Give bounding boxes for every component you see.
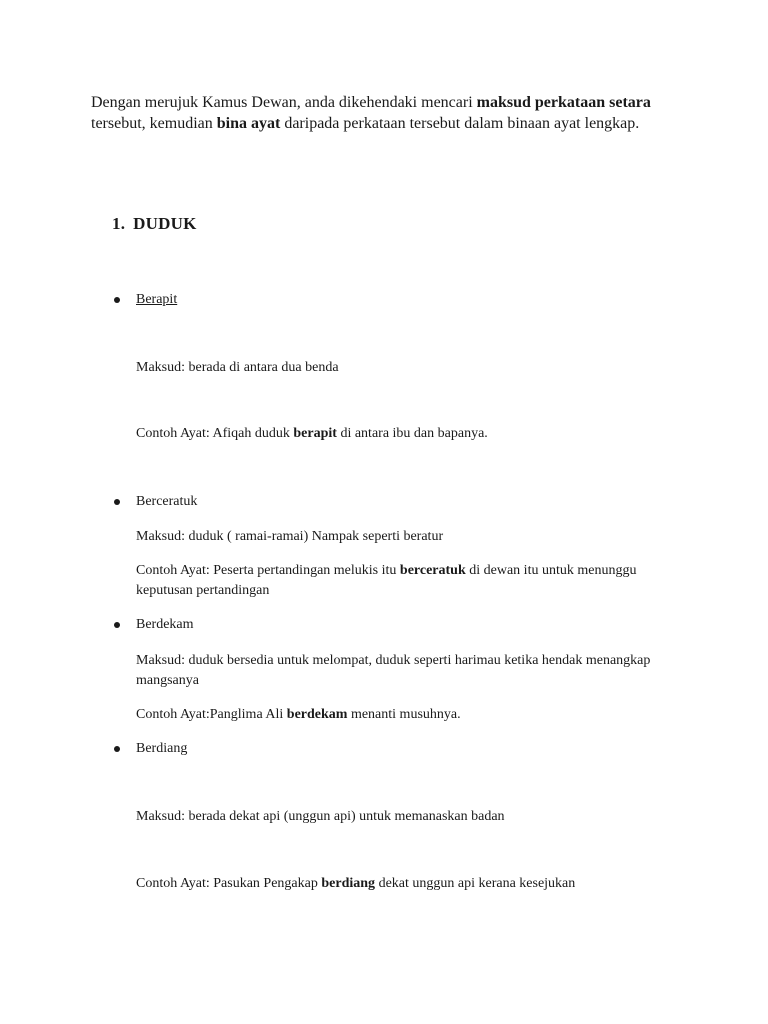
contoh-text: Contoh Ayat: Afiqah duduk [136, 426, 294, 441]
item-word-berdekam: Berdekam [136, 617, 194, 632]
contoh-text: dekat unggun api kerana kesejukan [375, 876, 576, 891]
item-contoh [136, 561, 696, 601]
contoh-bold-word: berdiang [321, 876, 376, 891]
item-contoh [136, 424, 696, 444]
bullet-icon [114, 746, 120, 752]
bullet-icon [114, 499, 120, 505]
item-maksud: Maksud: duduk bersedia untuk melompat, duduk seperti harimau ketika hendak menangkap mangsanya [136, 653, 651, 688]
item-word-berdiang: Berdiang [136, 741, 188, 756]
contoh-text: menanti musuhnya. [347, 707, 461, 722]
contoh-text: Contoh Ayat: Peserta pertandingan melukis itu [136, 563, 400, 578]
instruction-text-2: tersebut, kemudian [91, 115, 217, 132]
instruction-paragraph [91, 92, 691, 134]
contoh-text: di dewan itu untuk menunggu keputusan pertandingan [136, 563, 637, 598]
instruction-text-1: Dengan merujuk Kamus Dewan, anda dikehendaki mencari [91, 94, 477, 111]
section-number: 1. [112, 214, 126, 233]
item-word-berapit: Berapit [136, 292, 178, 307]
bullet-icon [114, 622, 120, 628]
item-word-berceratuk: Berceratuk [136, 494, 198, 509]
item-contoh [136, 874, 696, 894]
contoh-text: Contoh Ayat: Pasukan Pengakap [136, 876, 322, 891]
contoh-bold-word: berapit [293, 426, 337, 441]
instruction-bold-1: maksud perkataan setara [476, 94, 651, 111]
contoh-text: Contoh Ayat:Panglima Ali [136, 707, 287, 722]
instruction-bold-2: bina ayat [216, 115, 281, 132]
item-contoh [136, 705, 696, 725]
item-maksud: Maksud: berada di antara dua benda [136, 360, 339, 375]
item-maksud: Maksud: berada dekat api (unggun api) untuk memanaskan badan [136, 809, 505, 824]
contoh-bold-word: berceratuk [399, 563, 466, 578]
item-maksud: Maksud: duduk ( ramai-ramai) Nampak seperti beratur [136, 529, 444, 544]
section-title: DUDUK [133, 214, 197, 233]
bullet-icon [114, 297, 120, 303]
contoh-text: di antara ibu dan bapanya. [336, 426, 488, 441]
section-heading [112, 214, 197, 234]
contoh-bold-word: berdekam [286, 707, 348, 722]
instruction-text-3: daripada perkataan tersebut dalam binaan ayat lengkap. [280, 115, 640, 132]
